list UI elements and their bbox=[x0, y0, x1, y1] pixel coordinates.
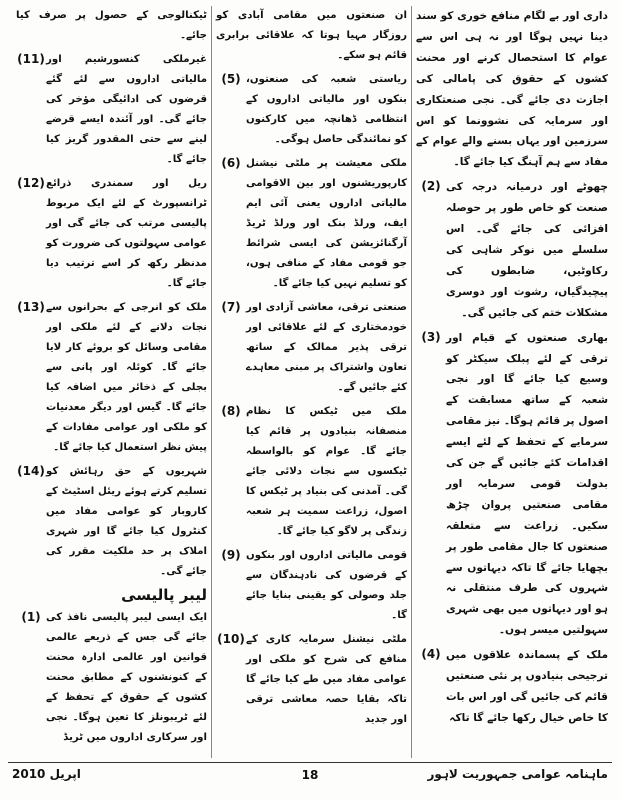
list-item-9 bbox=[216, 546, 407, 626]
list-item-4 bbox=[416, 645, 608, 729]
issue-date: اپریل 2010 bbox=[12, 767, 81, 781]
item-text: شہریوں کے حق رہائش کو تسلیم کرتے ہوئے ریئل اسٹیٹ کے کاروبار کو عوامی مفاد میں کنٹرول کیا جائے گا اور شہری املاک پر حد ملکیت مقرر کی جائے گی۔ bbox=[46, 466, 207, 577]
column-right bbox=[412, 6, 612, 758]
continued-paragraph: ٹیکنالوجی کے حصول پر صرف کیا جائے۔ bbox=[16, 10, 207, 41]
continued-paragraph: داری اور بے لگام منافع خوری کو سند دینا نہیں ہوگا اور نہ ہی اس سے عوام کا استحصال کرنے اور محنت کشوں کے حقوق کی پامالی کی اجازت دی جائے گی۔ نجی صنعتکاری اور سرمایہ کی نشوونما کو اس سرزمین اور یہاں بسنے والے عوام کے مفاد سے ہم آہنگ کیا جائے گا۔ bbox=[416, 10, 608, 169]
item-text: صنعتی ترقی، معاشی آزادی اور خودمختاری کے لئے علاقائی اور ترقی پذیر ممالک کے ساتھ تعاون واشتراک پر مبنی معاہدے کئے جائیں گے۔ bbox=[246, 302, 407, 393]
item-number: (3) bbox=[421, 329, 441, 344]
item-number: (5) bbox=[221, 72, 241, 86]
item-number: (12) bbox=[17, 176, 45, 190]
item-text: ملک کے پسماندہ علاقوں میں ترجیحی بنیادوں پر نئی صنعتیں قائم کی جائیں گی اور اس بات کا خاص خیال رکھا جائے گا تاکہ bbox=[446, 649, 608, 724]
item-number: (4) bbox=[421, 647, 441, 662]
list-item-2 bbox=[416, 177, 608, 323]
item-number: (8) bbox=[221, 404, 241, 418]
list-item-12 bbox=[16, 174, 207, 294]
item-text: ملک میں ٹیکس کا نظام منصفانہ بنیادوں پر قائم کیا جائے گا۔ عوام کو بالواسطہ ٹیکسوں سے نجات دلائی جائے گی۔ آمدنی کی بنیاد پر ٹیکس کا اصول، زراعت سمیت ہر شعبہ زندگی پر لاگو کیا جائے گا۔ bbox=[246, 406, 407, 537]
item-number: (7) bbox=[221, 300, 241, 314]
column-middle bbox=[212, 6, 412, 758]
column-left bbox=[12, 6, 212, 758]
item-text: قومی مالیاتی اداروں اور بنکوں کے قرضوں کی نادہندگان سے جلد وصولی کو یقینی بنایا جائے گا۔ bbox=[246, 550, 407, 621]
list-item-5 bbox=[216, 70, 407, 150]
item-text: ملکی معیشت پر ملٹی نیشنل کارپوریشنوں اور بین الاقوامی مالیاتی اداروں یعنی آئی ایم ایف، ورلڈ بنک اور ورلڈ ٹریڈ آرگنائزیشن کی ایسی شرائط جو قومی مفاد کے منافی ہوں، کو تسلیم نہیں کیا جائے گا۔ bbox=[246, 158, 407, 289]
list-item-13 bbox=[16, 298, 207, 458]
labour-policy-item-1 bbox=[16, 608, 207, 748]
list-item-3 bbox=[416, 328, 608, 642]
item-text: چھوٹے اور درمیانہ درجہ کی صنعت کو خاص طور پر حوصلہ افزائی کی جائے گی۔ اس سلسلے میں نوکر شاہی کی رکاوٹیں، ضابطوں کی پیچیدگیاں، رشوت اور دوسری مشکلات ختم کی جائیں گی۔ bbox=[446, 181, 608, 319]
item-text: ملٹی نیشنل سرمایہ کاری کے منافع کی شرح کو ملکی اور عوامی مفاد میں طے کیا جائے گا تاکہ بقایا حصہ معاشی ترقی اور جدید bbox=[246, 634, 407, 725]
item-number: (11) bbox=[17, 52, 45, 66]
item-text: ریل اور سمندری ذرائع ٹرانسپورٹ کے لئے ایک مربوط پالیسی مرتب کی جائے گی اور عوامی سہولتوں کی ضرورت کو مدنظر رکھ کر اسے ترتیب دیا جائے گا۔ bbox=[46, 178, 207, 289]
item-text: بھاری صنعتوں کے قیام اور ترقی کے لئے پبلک سیکٹر کو وسیع کیا جائے گا اور نجی شعبہ کے ساتھ مسابقت کے اصول پر قائم ہوگا۔ نیز مقامی سرمایے کے تحفظ کے لئے ایسے اقدامات کئے جائیں گے جن کی بدولت قومی سرمایہ اور مقامی صنعتیں پروان چڑھ سکیں۔ زراعت سے متعلقہ صنعتوں کا جال مقامی طور پر بچھایا جائے گا تاکہ دیہاتوں سے شہروں کی طرف منتقلی نہ ہو اور دیہاتوں میں بھی شہری سہولتیں میسر ہوں۔ bbox=[446, 331, 608, 637]
list-item-7 bbox=[216, 298, 407, 398]
page-footer bbox=[8, 762, 612, 793]
item-number: (13) bbox=[17, 300, 45, 314]
publication-name: ماہنامہ عوامی جمہوریت لاہور bbox=[427, 767, 608, 781]
list-item-6 bbox=[216, 154, 407, 294]
list-item-8 bbox=[216, 402, 407, 542]
continued-paragraph: ان صنعتوں میں مقامی آبادی کو روزگار مہیا ہوتا کہ علاقائی برابری قائم ہو سکے۔ bbox=[216, 10, 407, 61]
page-number: 18 bbox=[301, 768, 319, 782]
section-heading: لیبر پالیسی bbox=[121, 586, 207, 604]
text-columns bbox=[8, 6, 612, 758]
item-text: ریاستی شعبہ کی صنعتوں، بنکوں اور مالیاتی اداروں کے انتظامی ڈھانچہ میں کارکنوں کو نمائندگی حاصل ہوگی۔ bbox=[246, 74, 407, 145]
item-number: (14) bbox=[17, 464, 45, 478]
item-number: (2) bbox=[421, 179, 441, 194]
item-number: (10) bbox=[217, 632, 245, 646]
item-number: (9) bbox=[221, 548, 241, 562]
list-item-10 bbox=[216, 630, 407, 730]
item-text: ایک ایسی لیبر پالیسی نافذ کی جائے گی جس کے ذریعے عالمی قوانین اور عالمی ادارہ محنت کے کنونشنوں کے مطابق محنت کشوں کے حقوق کے تحفظ کے لئے ٹریبونلز کا تعین ہوگا۔ نجی اور سرکاری اداروں میں ٹریڈ bbox=[46, 612, 207, 743]
item-text: غیرملکی کنسورشیم اور مالیاتی اداروں سے لئے گئے قرضوں کی ادائیگی مؤخر کی جائے گی۔ اور آئندہ ایسے قرضے لینے سے حتی المقدور گریز کیا جائے گا۔ bbox=[46, 54, 207, 165]
item-number: (1) bbox=[21, 610, 41, 624]
list-item-14 bbox=[16, 462, 207, 582]
list-item-11 bbox=[16, 50, 207, 170]
item-number: (6) bbox=[221, 156, 241, 170]
item-text: ملک کو انرجی کے بحرانوں سے نجات دلانے کے لئے ملکی اور مقامی وسائل کو بروئے کار لایا جائے گا۔ کوئلہ اور پانی سے بجلی کے ذخائر میں اضافہ کیا جائے گا۔ گیس اور دیگر معدنیات کو ملکی اور عوامی مفادات کے پیش نظر استعمال کیا جائے گا۔ bbox=[46, 302, 207, 453]
